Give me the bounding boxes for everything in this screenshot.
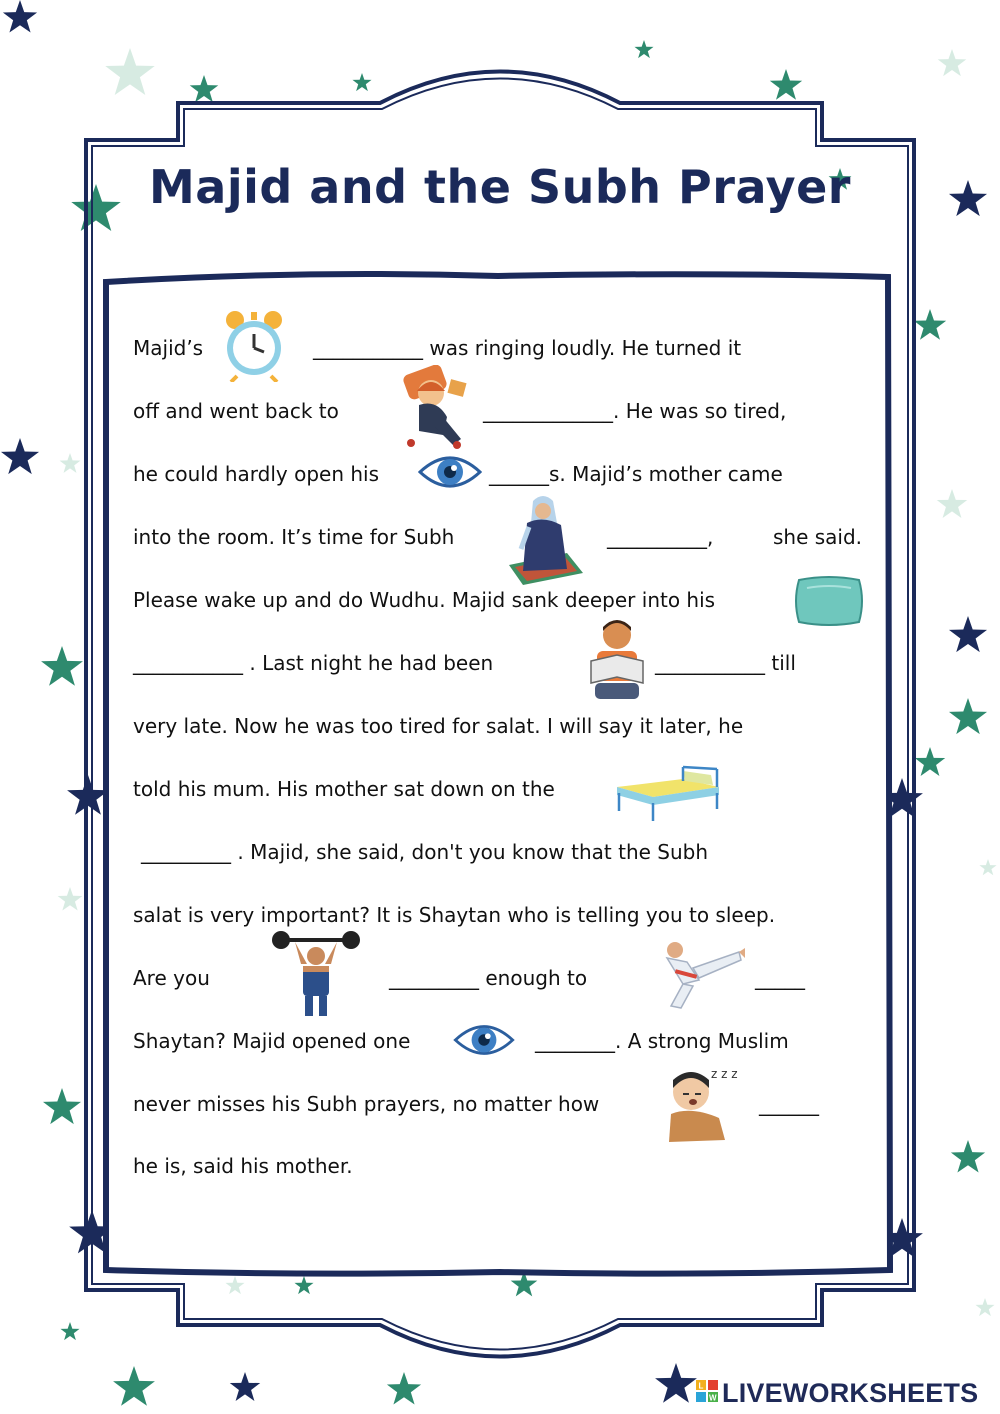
alarm-clock-icon <box>223 310 285 382</box>
story-blank-text: ________. A strong Muslim <box>535 1029 789 1053</box>
eye-icon <box>453 1019 515 1061</box>
reading-boy-icon <box>587 617 647 703</box>
story-text: Shaytan? Majid opened one <box>133 1029 411 1053</box>
story-line-11 <box>133 958 863 998</box>
praying-woman-icon <box>507 493 585 585</box>
karate-kick-icon <box>653 934 745 1010</box>
story-blank-text: __________, <box>607 525 714 549</box>
story-blank-text: ______s. Majid’s mother came <box>489 462 783 486</box>
story-text: off and went back to <box>133 399 339 423</box>
story-blank-text: _________ enough to <box>389 966 588 990</box>
story-text: he could hardly open his <box>133 462 380 486</box>
story-blank-text: ___________ . Last night he had been <box>133 651 494 675</box>
sleepy-boy-icon <box>663 1062 747 1144</box>
sleeping-girl-icon <box>399 365 473 451</box>
story-text: into the room. It’s time for Subh <box>133 525 455 549</box>
story-blank-text: _____________. He was so tired, <box>483 399 787 423</box>
eye-icon <box>418 450 482 494</box>
story-text: Please wake up and do Wudhu. Majid sank deeper into his <box>133 588 716 612</box>
logo-letter: L <box>698 1381 704 1391</box>
story-text: Are you <box>133 966 210 990</box>
story-text: salat is very important? It is Shaytan who is telling you to sleep. <box>133 903 776 927</box>
sleep-z-text: z z z <box>711 1067 738 1081</box>
story-line-14 <box>133 1146 533 1186</box>
story-line-10 <box>133 895 869 935</box>
story-blank-text: ___________ was ringing loudly. He turned it <box>313 336 742 360</box>
story-blank-text: ______ <box>759 1092 819 1116</box>
page-title: Majid and the Subh Prayer <box>149 160 851 214</box>
story-text: told his mum. His mother sat down on the <box>133 777 555 801</box>
story-line-6 <box>133 643 863 683</box>
story-line-12 <box>133 1021 863 1061</box>
story-line-8 <box>133 769 863 809</box>
strongman-icon <box>271 930 361 1020</box>
liveworksheets-brand-text: LIVEWORKSHEETS <box>722 1378 979 1408</box>
pillow-icon <box>793 574 865 628</box>
story-line-3 <box>133 454 863 494</box>
story-text: Majid’s <box>133 336 204 360</box>
story-blank-text: _____ <box>755 966 805 990</box>
story-line-2 <box>133 391 863 431</box>
logo-letter: W <box>709 1393 717 1402</box>
story-text: she said. <box>773 525 863 549</box>
story-line-5 <box>133 580 869 620</box>
story-text: never misses his Subh prayers, no matter how <box>133 1092 600 1116</box>
bed-icon <box>613 757 723 823</box>
story-text: he is, said his mother. <box>133 1154 353 1178</box>
story-line-7 <box>133 706 869 746</box>
story-line-13 <box>133 1067 863 1124</box>
story-blank-text: _________ . Majid, she said, don't you know that the Subh <box>141 840 709 864</box>
story-text: very late. Now he was too tired for salat. I will say it later, he <box>133 714 744 738</box>
story-line-4 <box>133 517 869 557</box>
story-line-9 <box>133 832 863 872</box>
liveworksheets-logo-icon <box>696 1380 718 1402</box>
story-blank-text: ___________ till <box>655 651 796 675</box>
story-line-1 <box>133 328 863 368</box>
